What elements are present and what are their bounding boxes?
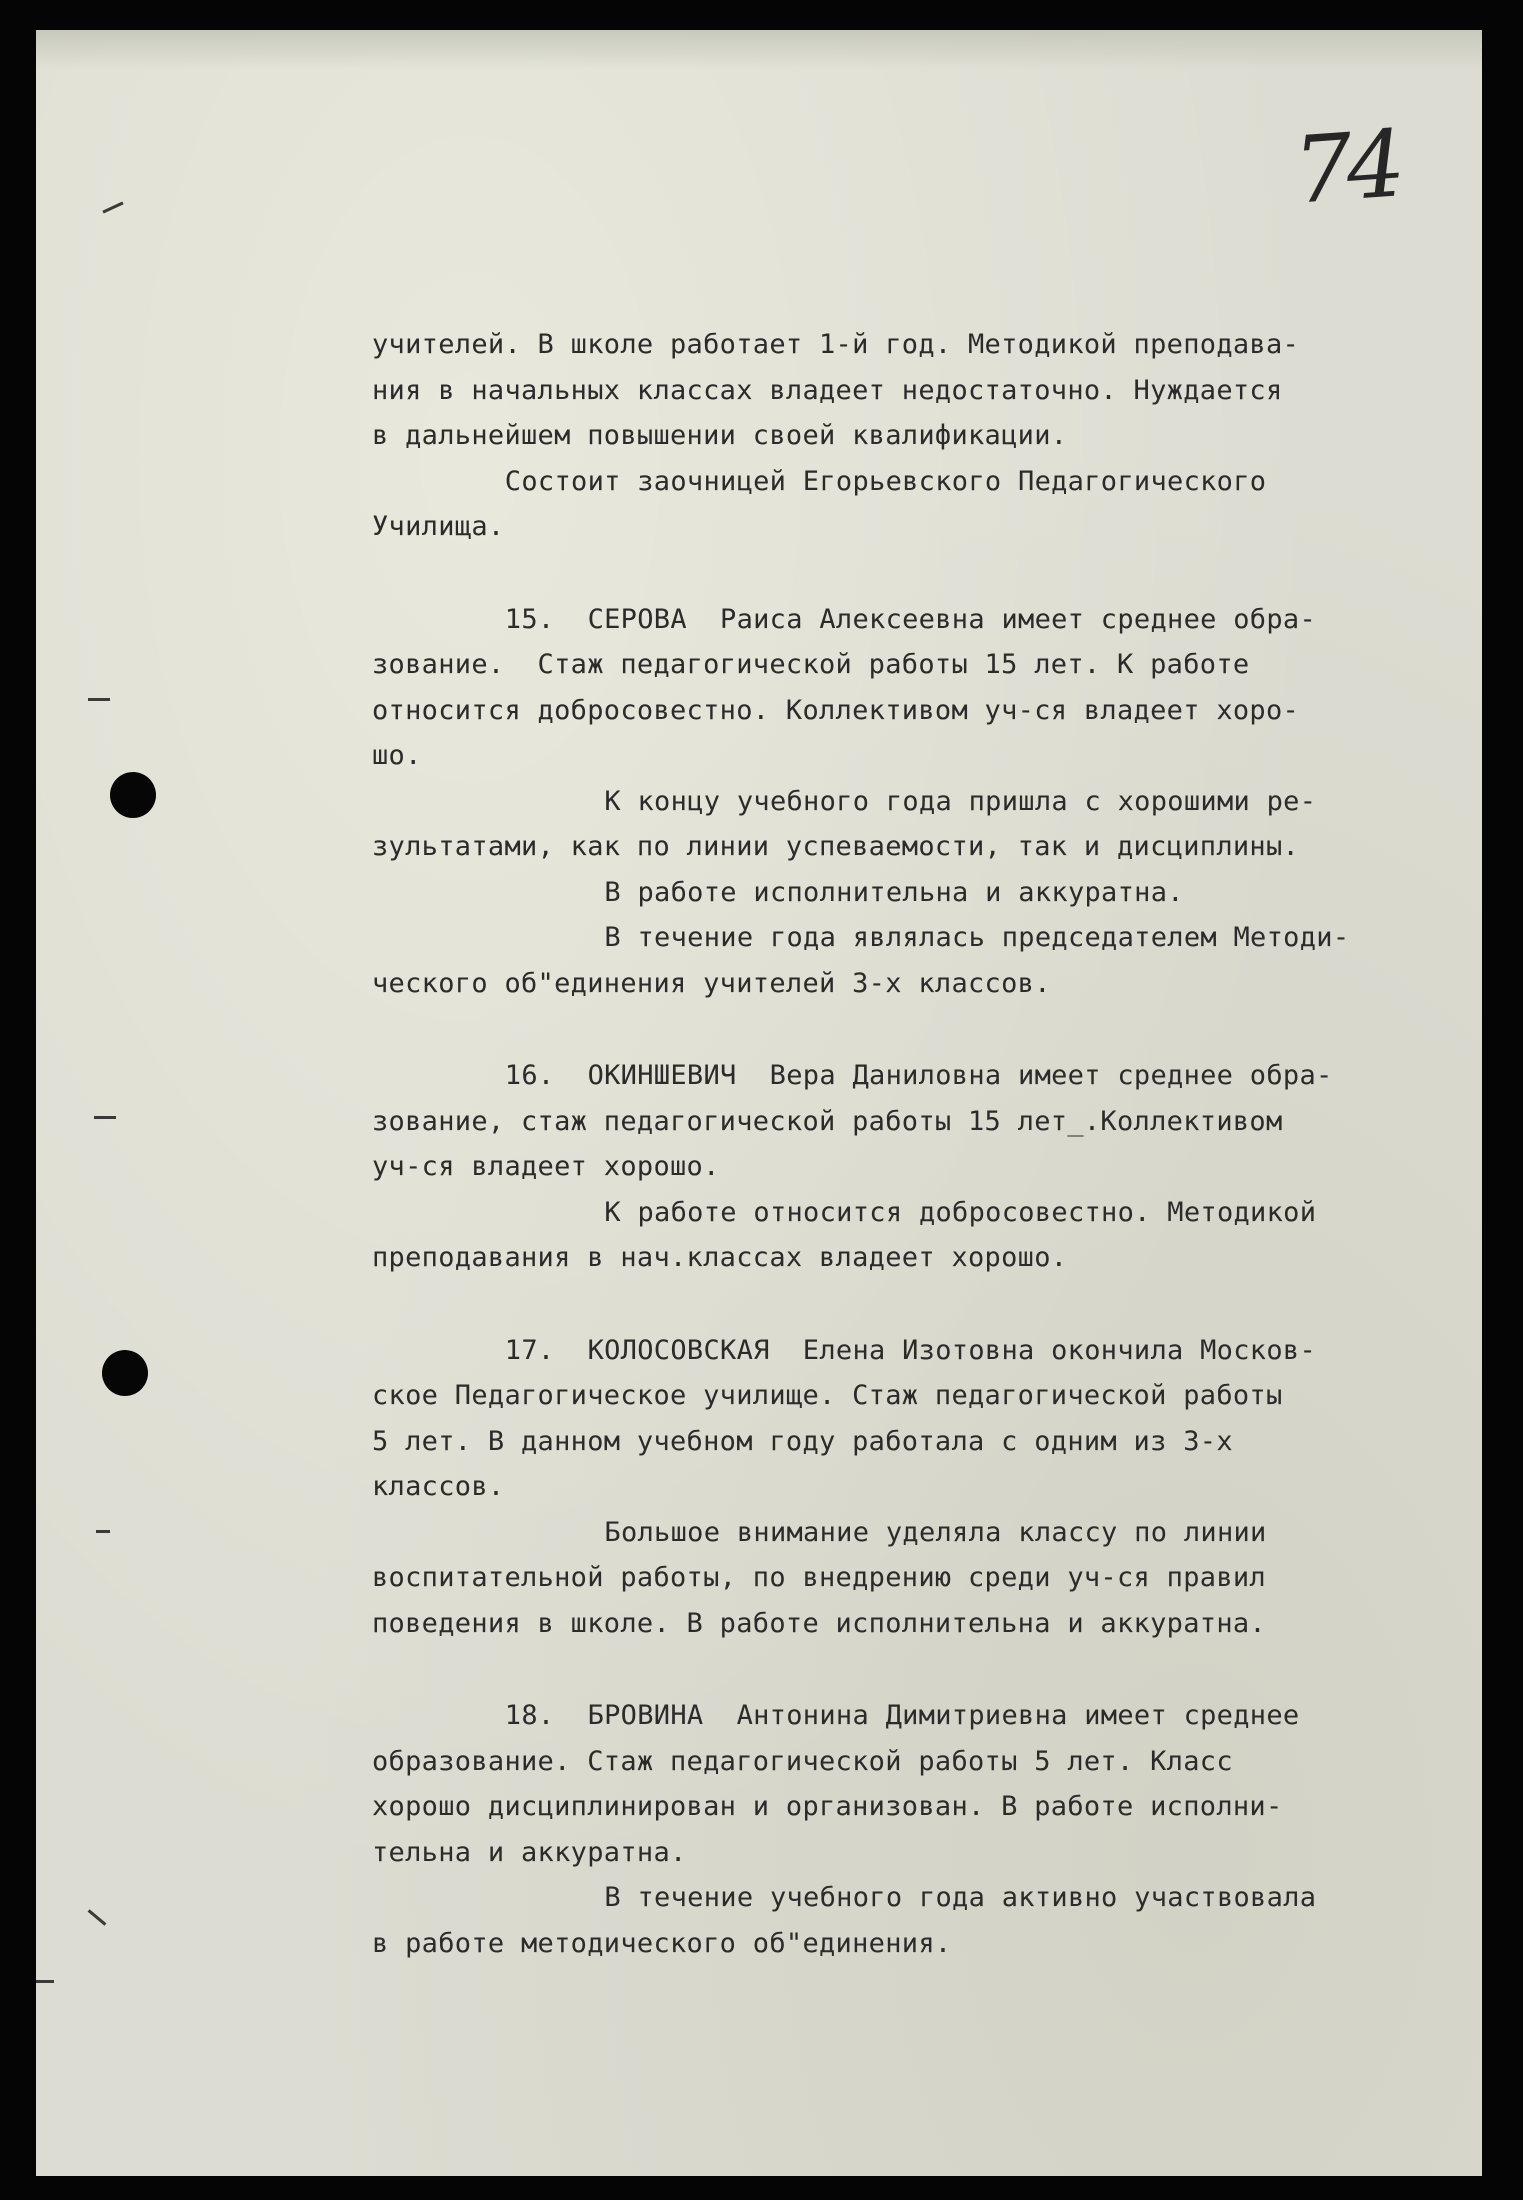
text-line: воспитательной работы, по внедрению среди уч-ся правил [372,1562,1266,1593]
text-line: К концу учебного года пришла с хорошими ре- [604,785,1317,817]
text-line: 15. СЕРОВА Раиса Алексеевна имеет среднее обра- [504,603,1317,635]
paragraph-gap [372,1646,1482,1693]
punch-hole-lower [102,1350,148,1396]
text-line: 17. КОЛОСОВСКАЯ Елена Изотовна окончила Москов- [504,1334,1317,1366]
text-line: ское Педагогическое училище. Стаж педагогической работы [372,1380,1283,1411]
margin-mark [102,201,123,213]
text-line: хорошо дисциплинирован и организован. В работе исполни- [372,1791,1283,1822]
text-line: Большое внимание уделяла классу по линии [604,1516,1267,1548]
text-line: В течение года являлась председателем Методи- [604,922,1350,953]
text-line: классов. [372,1471,505,1502]
text-line: поведения в школе. В работе исполнительна и аккуратна. [372,1607,1266,1639]
text-line: 5 лет. В данном учебном году работала с одним из 3-х [372,1425,1233,1457]
text-line: относится добросовестно. Коллективом уч-ся владеет хоро- [372,694,1300,726]
page-number: 74 [1290,110,1403,225]
punch-hole-upper [110,772,156,818]
text-line: зультатами, как по линии успеваемости, так и дисциплины. [372,831,1300,862]
margin-mark [36,1980,54,1983]
text-line: Училища. [372,511,505,542]
document-page [36,30,1482,2176]
margin-mark [96,1530,110,1533]
text-line: зование. Стаж педагогической работы 15 лет. К работе [372,649,1250,680]
text-line: 18. БРОВИНА Антонина Димитриевна имеет среднее [504,1700,1300,1731]
text-line: уч-ся владеет хорошо. [372,1151,720,1182]
margin-mark [88,698,110,701]
margin-mark [88,1909,107,1925]
text-line: Состоит заочницей Егорьевского Педагогического [504,465,1267,497]
paragraph-gap [372,1006,1482,1053]
text-line: преподавания в нач.классах владеет хорошо. [372,1242,1068,1273]
paragraph-gap [372,550,1482,597]
text-line: В работе исполнительна и аккуратна. [604,876,1184,908]
text-line: ния в начальных классах владеет недостаточно. Нуждается [372,374,1283,406]
text-line: в дальнейшем повышении своей квалификации. [372,420,1068,451]
text-line: В течение учебного года активно участвовала [604,1882,1317,1913]
text-line: ческого об"единения учителей 3-х классов. [372,967,1051,999]
margin-mark [94,1116,116,1119]
text-line: зование, стаж педагогической работы 15 лет_.Коллективом [372,1105,1283,1137]
typed-text-body [372,322,1482,1966]
text-line: тельна и аккуратна. [372,1836,687,1868]
text-line: образование. Стаж педагогической работы 5 лет. Класс [372,1745,1233,1777]
text-line: К работе относится добросовестно. Методикой [604,1196,1317,1228]
text-line: 16. ОКИНШЕВИЧ Вера Даниловна имеет среднее обра- [504,1060,1333,1091]
text-line: в работе методического об"единения. [372,1927,952,1959]
text-line: шо. [372,740,422,771]
text-line: учителей. В школе работает 1-й год. Методикой преподава- [372,329,1300,360]
paragraph-gap [372,1281,1482,1328]
